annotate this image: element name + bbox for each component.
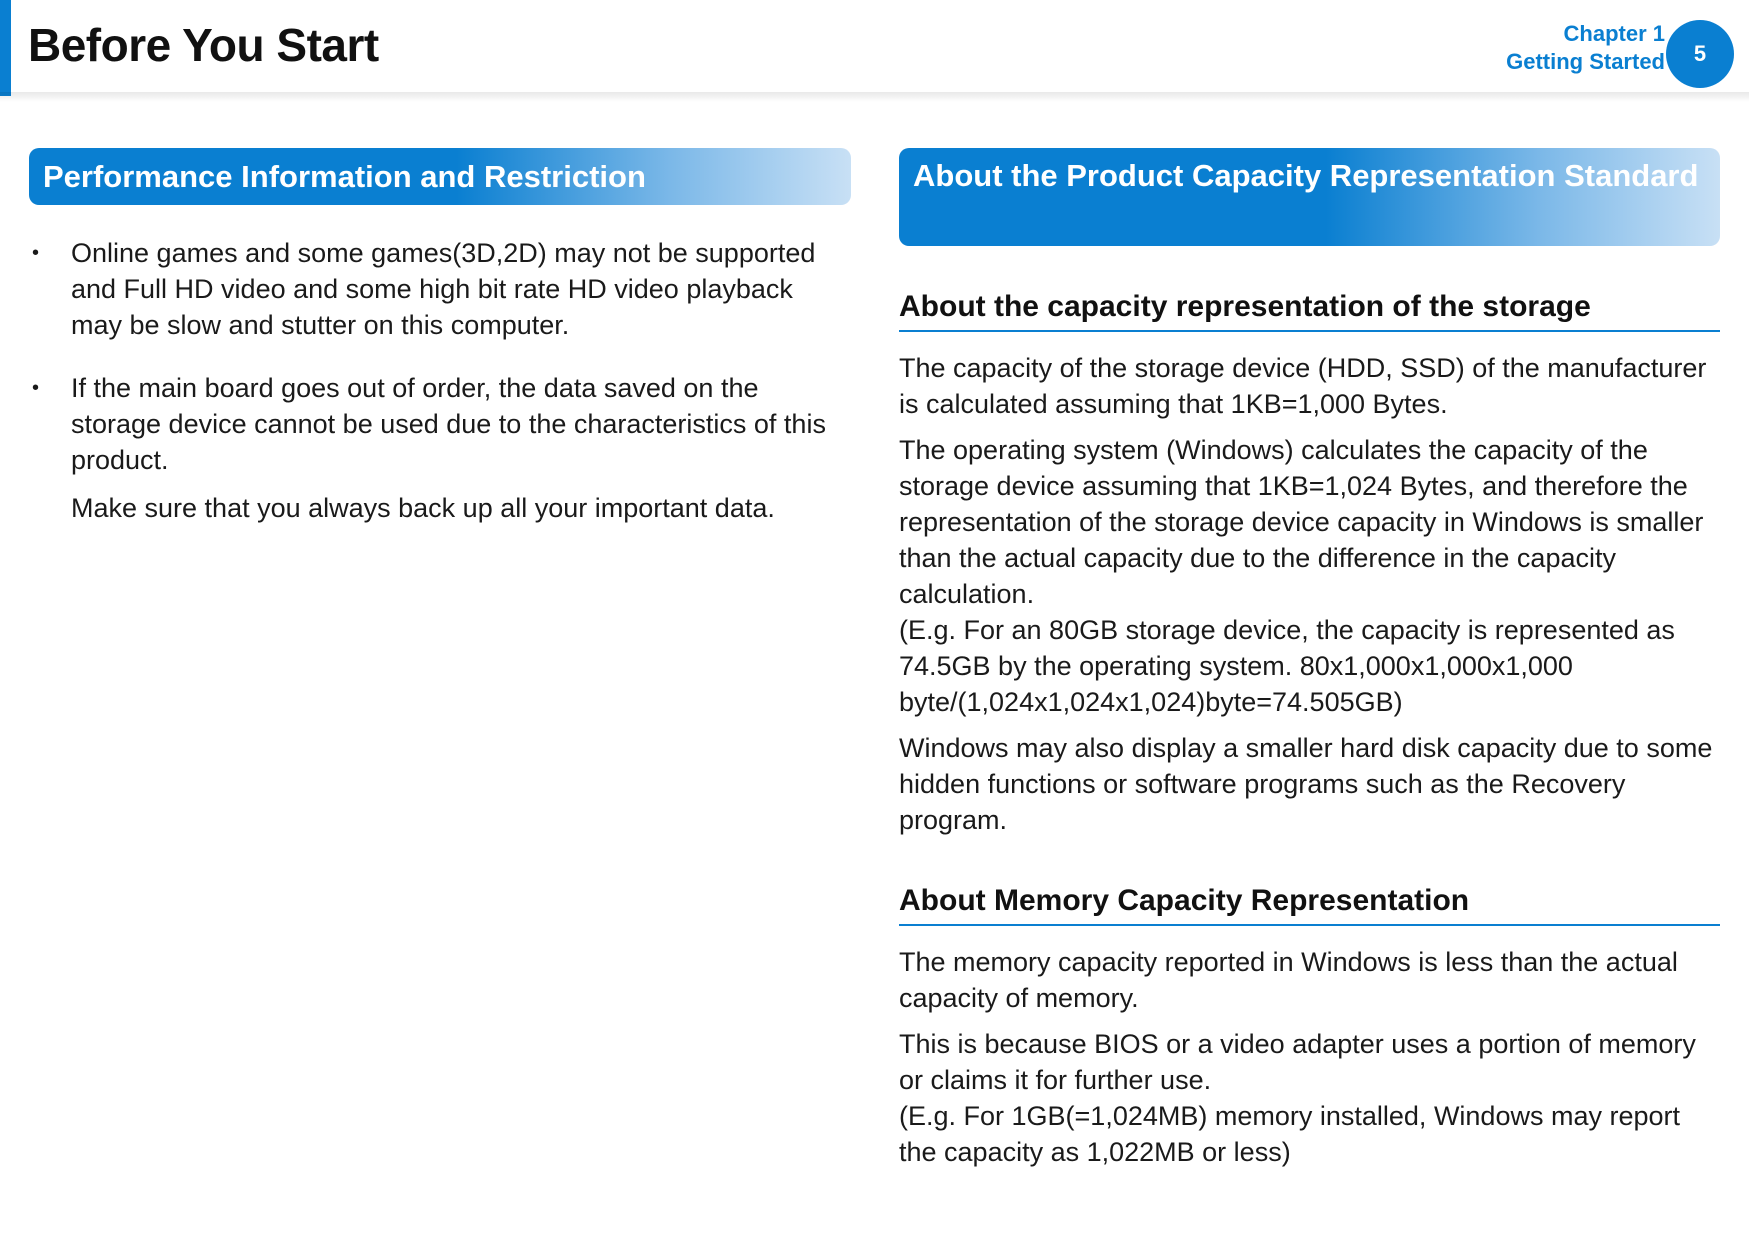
bullet-item-mainboard [29,370,851,526]
header-accent-bar [0,0,11,96]
backup-note: Make sure that you always back up all your important data. [71,493,775,523]
chapter-name: Getting Started [1506,49,1665,74]
storage-paragraph-2: The operating system (Windows) calculates the capacity of the storage device assuming that 1KB=1,024 Bytes, and therefore the representation of the storage device capacity in Windows is smaller than the actual capacity due to the difference in the capacity calculation. [899,435,1704,609]
capacity-section-banner: About the Product Capacity Representation Standard [899,148,1720,246]
memory-paragraph-2: This is because BIOS or a video adapter uses a portion of memory or claims it for further use. [899,1029,1696,1095]
performance-bullet-list [29,235,851,526]
right-column [899,148,1720,1170]
memory-example: (E.g. For 1GB(=1,024MB) memory installed, Windows may report the capacity as 1,022MB or less) [899,1101,1681,1167]
left-column [29,148,851,553]
chapter-label: Chapter 1 [1563,21,1665,46]
bullet-item-games: • Online games and some games(3D,2D) may not be supported and Full HD video and some high bit rate HD video playback may be slow and stutter on this computer. [29,235,851,343]
header-divider [0,92,1749,102]
page-number-badge: 5 [1666,20,1734,88]
memory-capacity-heading: About Memory Capacity Representation [899,884,1720,926]
chapter-info [1506,20,1665,76]
memory-paragraph-1: The memory capacity reported in Windows is less than the actual capacity of memory. [899,947,1678,1013]
storage-example: (E.g. For an 80GB storage device, the capacity is represented as 74.5GB by the operating system. 80x1,000x1,000x1,000 byte/(1,024x1,024x1,024)byte=74.505GB) [899,615,1675,717]
bullet-item-mainboard-text: If the main board goes out of order, the data saved on the storage device cannot be used due to the characteristics of this product. [71,373,826,475]
storage-paragraph-4: Windows may also display a smaller hard disk capacity due to some hidden functions or software programs such as the Recovery program. [899,733,1713,835]
storage-paragraph-1: The capacity of the storage device (HDD, SSD) of the manufacturer is calculated assuming that 1KB=1,000 Bytes. [899,353,1707,419]
storage-capacity-heading: About the capacity representation of the storage [899,290,1720,332]
performance-section-banner: Performance Information and Restriction [29,148,851,205]
page-title: Before You Start [28,19,379,71]
